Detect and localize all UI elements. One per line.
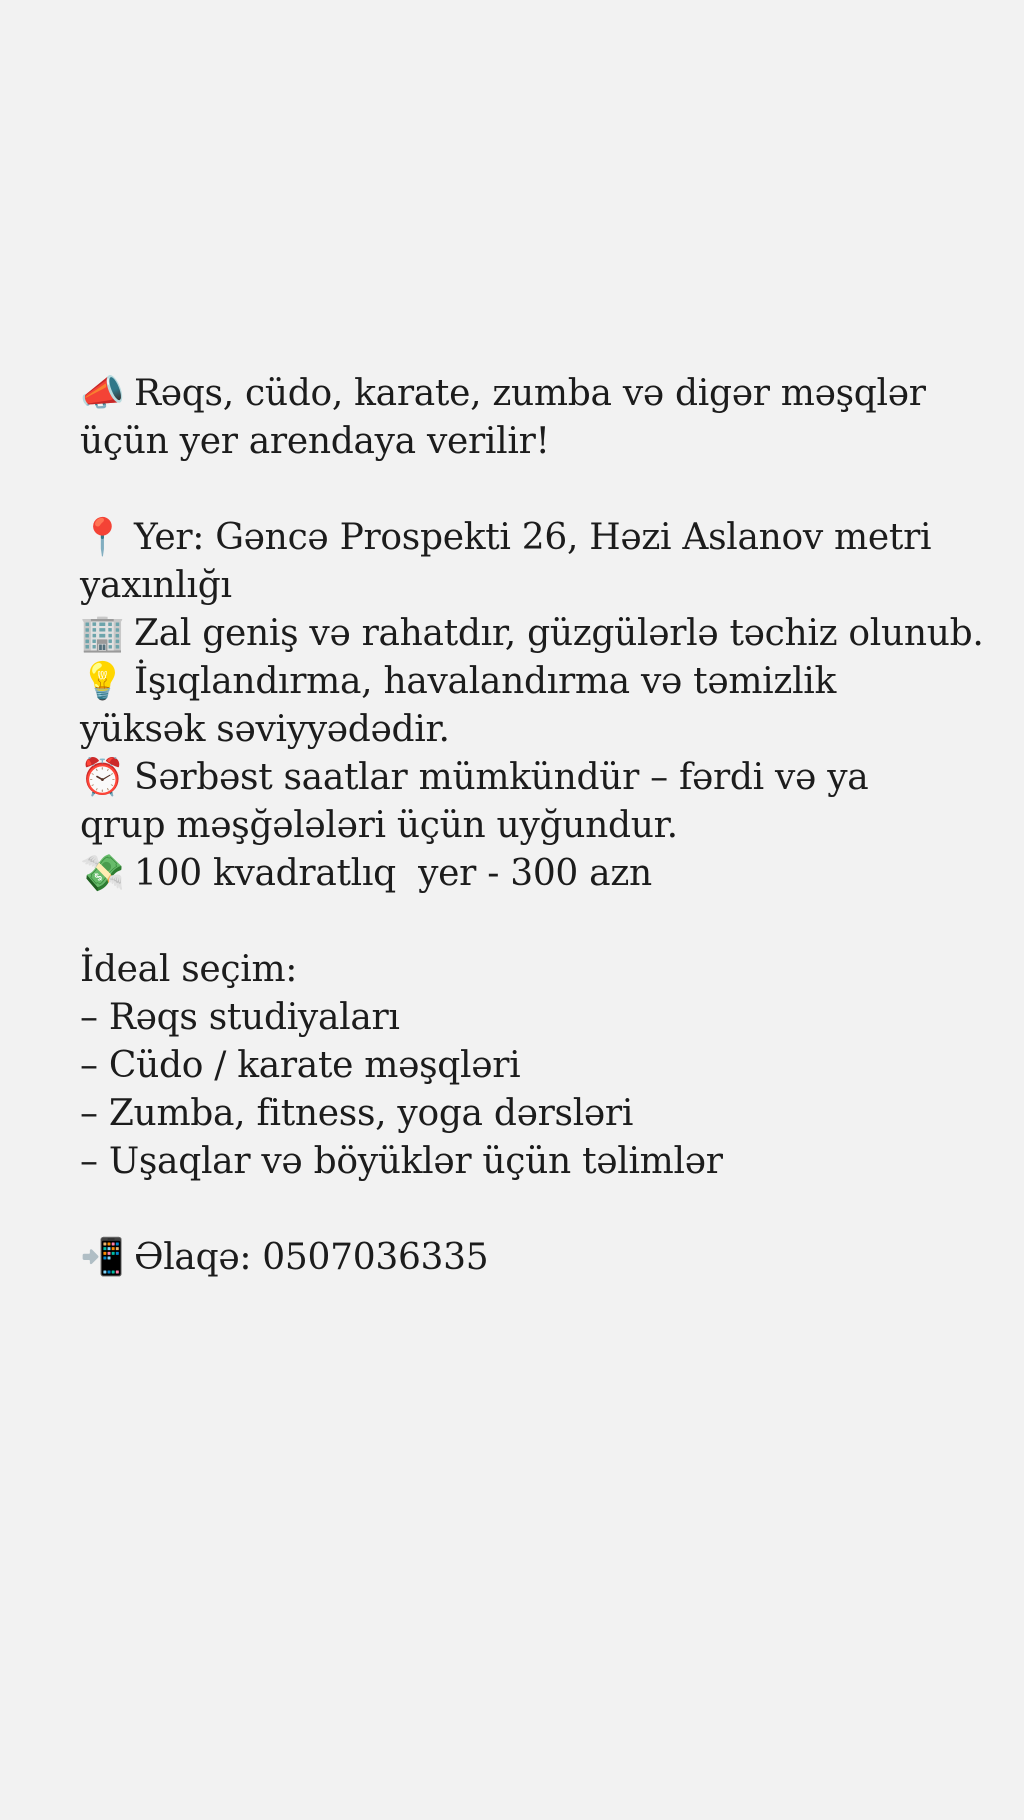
hours-text: Sərbəst saatlar mümkündür – fərdi və ya qrup məşğələləri üçün uyğundur. <box>80 757 869 846</box>
spacer <box>80 466 960 514</box>
detail-location <box>80 514 960 610</box>
spacer <box>80 898 960 946</box>
contact-text[interactable]: Əlaqə: 0507036335 <box>134 1237 489 1278</box>
ideal-item: – Cüdo / karate məşqləri <box>80 1045 521 1086</box>
lighting-text: İşıqlandırma, havalandırma və təmizlik yüksək səviyyədədir. <box>80 661 837 750</box>
pin-icon: 📍 <box>80 517 125 558</box>
alarm-clock-icon: ⏰ <box>80 757 125 798</box>
ideal-item: – Uşaqlar və böyüklər üçün təlimlər <box>80 1141 723 1182</box>
detail-lighting <box>80 658 960 754</box>
hall-text: Zal geniş və rahatdır, güzgülərlə təchiz olunub. <box>134 613 984 654</box>
spacer <box>80 1186 960 1234</box>
ideal-item: – Rəqs studiyaları <box>80 997 400 1038</box>
megaphone-icon: 📣 <box>80 373 125 414</box>
ideal-heading: İdeal seçim: <box>80 949 298 990</box>
building-icon: 🏢 <box>80 613 125 654</box>
headline-text: Rəqs, cüdo, karate, zumba və digər məşqlər üçün yer arendaya verilir! <box>80 373 926 462</box>
phone-icon: 📲 <box>80 1237 125 1278</box>
announcement-post <box>80 370 984 1282</box>
headline <box>80 370 960 466</box>
detail-hours <box>80 754 960 850</box>
detail-price <box>80 850 960 898</box>
ideal-item: – Zumba, fitness, yoga dərsləri <box>80 1093 634 1134</box>
detail-hall <box>80 610 984 658</box>
light-bulb-icon: 💡 <box>80 661 125 702</box>
contact <box>80 1234 960 1282</box>
money-icon: 💸 <box>80 853 125 894</box>
price-text: 100 kvadratlıq yer - 300 azn <box>134 853 652 894</box>
location-text: Yer: Gəncə Prospekti 26, Həzi Aslanov metri yaxınlığı <box>80 517 932 606</box>
